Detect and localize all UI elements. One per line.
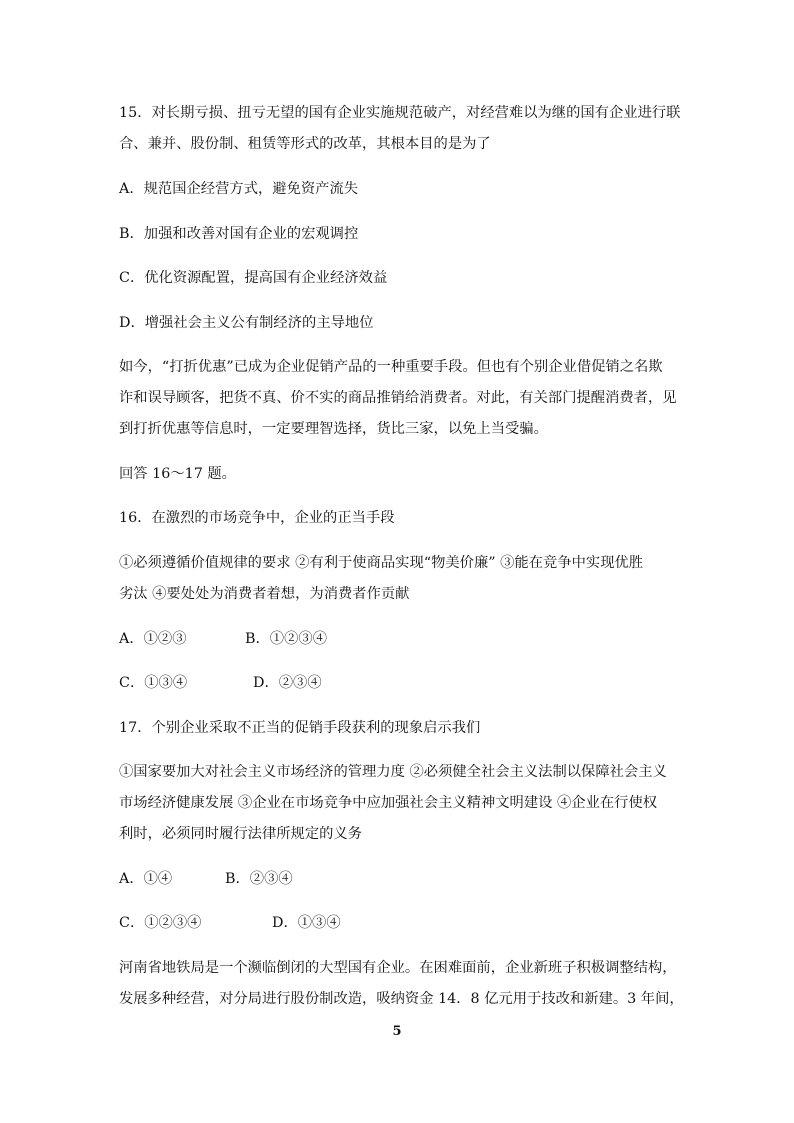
q16-option-a: A．①②③ bbox=[119, 631, 187, 647]
material-16-17-line3: 到打折优惠等信息时，一定要理智选择，货比三家，以免上当受骗。 bbox=[119, 421, 548, 437]
material-18-line1: 河南省地铁局是一个濒临倒闭的大型国有企业。在困难面前，企业新班子积极调整结构， bbox=[119, 960, 677, 976]
q17-option-a: A．①④ bbox=[119, 871, 173, 887]
q16-option-b: B．①②③④ bbox=[245, 631, 327, 647]
q16-option-d: D．②③④ bbox=[253, 675, 322, 691]
q17-option-d: D．①③④ bbox=[272, 915, 341, 931]
q15-option-d: D．增强社会主义公有制经济的主导地位 bbox=[119, 315, 374, 331]
q15-option-c: C．优化资源配置，提高国有企业经济效益 bbox=[119, 270, 388, 286]
page-number: 5 bbox=[392, 1024, 402, 1039]
q15-option-a: A．规范国企经营方式，避免资产流失 bbox=[119, 181, 359, 197]
q15-option-b: B．加强和改善对国有企业的宏观调控 bbox=[119, 226, 359, 242]
q16-stem: 16．在激烈的市场竞争中，企业的正当手段 bbox=[119, 510, 395, 526]
q17-statements-line3: 利时，必须同时履行法律所规定的义务 bbox=[119, 826, 363, 842]
q16-statements-line1: ①必须遵循价值规律的要求 ②有利于使商品实现“物美价廉” ③能在竞争中实现优胜 bbox=[119, 555, 644, 571]
q17-option-b: B．②③④ bbox=[225, 871, 293, 887]
material-16-17-line1: 如今，“打折优惠”已成为企业促销产品的一种重要手段。但也有个别企业借促销之名欺 bbox=[119, 359, 663, 375]
q17-option-c: C．①②③④ bbox=[119, 915, 202, 931]
q16-statements-line2: 劣汰 ④要处处为消费者着想，为消费者作贡献 bbox=[119, 586, 410, 602]
q15-stem-line2: 合、兼并、股份制、租赁等形式的改革，其根本目的是为了 bbox=[119, 136, 491, 152]
q17-stem: 17．个别企业采取不正当的促销手段获利的现象启示我们 bbox=[119, 720, 481, 736]
q17-statements-line1: ①国家要加大对社会主义市场经济的管理力度 ②必须健全社会主义法制以保障社会主义 bbox=[119, 764, 667, 780]
q16-option-c: C．①③④ bbox=[119, 675, 188, 691]
q17-statements-line2: 市场经济健康发展 ③企业在市场竞争中应加强社会主义精神文明建设 ④企业在行使权 bbox=[119, 795, 658, 811]
material-18-line2: 发展多种经营，对分局进行股份制改造，吸纳资金 14．8 亿元用于技改和新建。3 年间， bbox=[119, 991, 684, 1007]
q15-stem-line1: 15．对长期亏损、扭亏无望的国有企业实施规范破产，对经营难以为继的国有企业进行联 bbox=[119, 105, 681, 121]
material-16-17-instruction: 回答 16～17 题。 bbox=[119, 466, 236, 482]
material-16-17-line2: 诈和误导顾客，把货不真、价不实的商品推销给消费者。对此，有关部门提醒消费者，见 bbox=[119, 390, 677, 406]
